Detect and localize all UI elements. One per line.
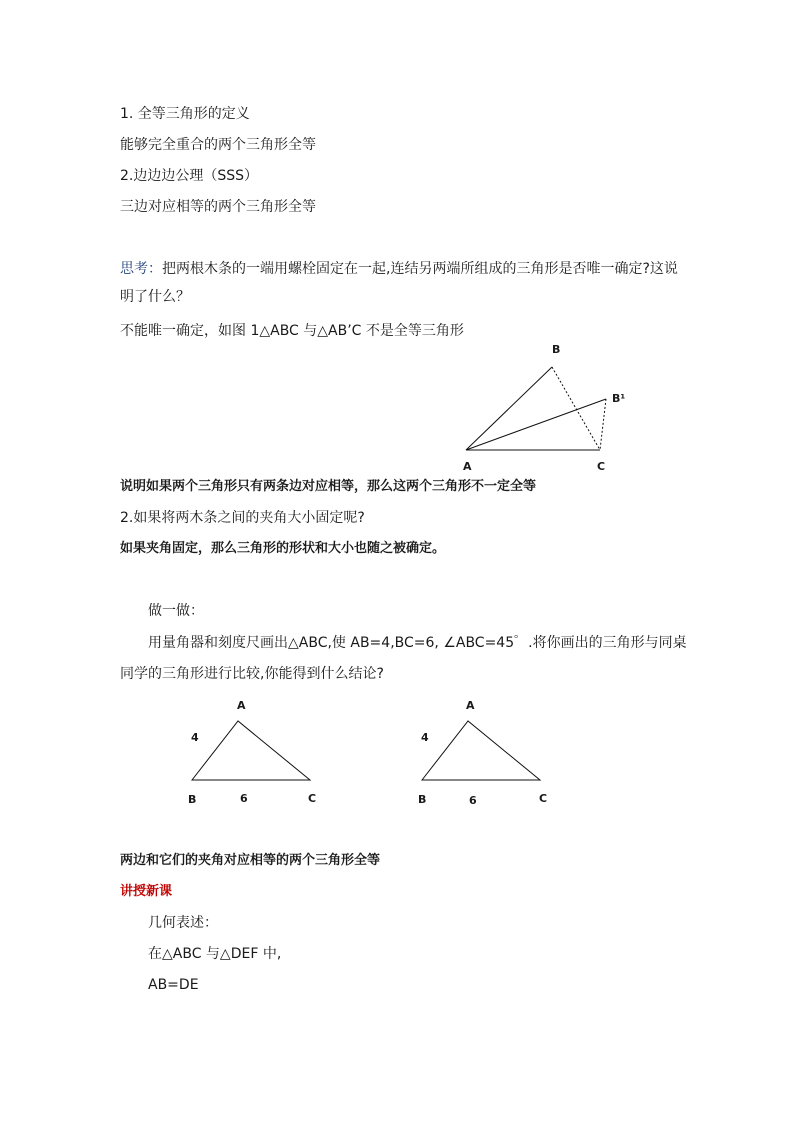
vertex-b: B [188, 793, 197, 806]
vertex-a: A [466, 699, 475, 712]
answer-2: 如果夹角固定，那么三角形的形状和大小也随之被确定。 [120, 541, 446, 556]
triangle-shape [192, 721, 310, 780]
segment-ab1 [466, 399, 606, 450]
sss-heading: 2.边边边公理（SSS） [120, 168, 259, 184]
explanation: 说明如果两个三角形只有两条边对应相等，那么这两个三角形不一定全等 [120, 479, 537, 494]
new-lesson-heading: 讲授新课 [120, 884, 173, 899]
sss-statement: 三边对应相等的两个三角形全等 [120, 199, 316, 215]
figure-1-triangles [450, 335, 650, 485]
side-bc-length: 6 [240, 792, 248, 805]
side-ab-length: 4 [421, 731, 429, 744]
label-a: A [463, 460, 472, 473]
vertex-c: C [539, 792, 548, 805]
vertex-b: B [418, 793, 427, 806]
question-2: 2.如果将两木条之间的夹角大小固定呢? [120, 510, 365, 526]
triangle-right [410, 695, 560, 810]
think-label: 思考： [120, 261, 162, 277]
think-paragraph [120, 255, 680, 311]
label-c: C [597, 460, 606, 473]
definition-heading: 1. 全等三角形的定义 [120, 106, 250, 122]
segment-b1c-dotted [600, 399, 606, 450]
segment-ab [466, 367, 552, 450]
geometry-line-1: 在△ABC 与△DEF 中, [148, 946, 282, 962]
geometry-line-2: AB=DE [148, 977, 199, 993]
label-b: B [552, 343, 561, 356]
vertex-c: C [308, 792, 317, 805]
activity-line-1: 用量角器和刻度尺画出△ABC,使 AB=4,BC=6, ∠ABC=45゜.将你画出的三角形与同桌 [148, 635, 687, 651]
segment-bc-dotted [552, 367, 600, 450]
side-bc-length: 6 [469, 794, 477, 807]
vertex-a: A [237, 699, 246, 712]
geometry-label: 几何表述： [148, 915, 218, 931]
side-ab-length: 4 [191, 731, 199, 744]
triangle-left [180, 695, 330, 810]
triangle-shape [422, 721, 540, 780]
activity-line-2: 同学的三角形进行比较,你能得到什么结论? [120, 666, 384, 682]
label-b1: B¹ [612, 392, 626, 405]
think-answer: 不能唯一确定，如图 1△ABC 与△AB’C 不是全等三角形 [120, 323, 464, 339]
sas-statement: 两边和它们的夹角对应相等的两个三角形全等 [120, 853, 381, 868]
think-question: 把两根木条的一端用螺栓固定在一起,连结另两端所组成的三角形是否唯一确定?这说明了什么？ [120, 261, 678, 305]
definition-text: 能够完全重合的两个三角形全等 [120, 137, 316, 153]
activity-title: 做一做： [148, 603, 204, 619]
